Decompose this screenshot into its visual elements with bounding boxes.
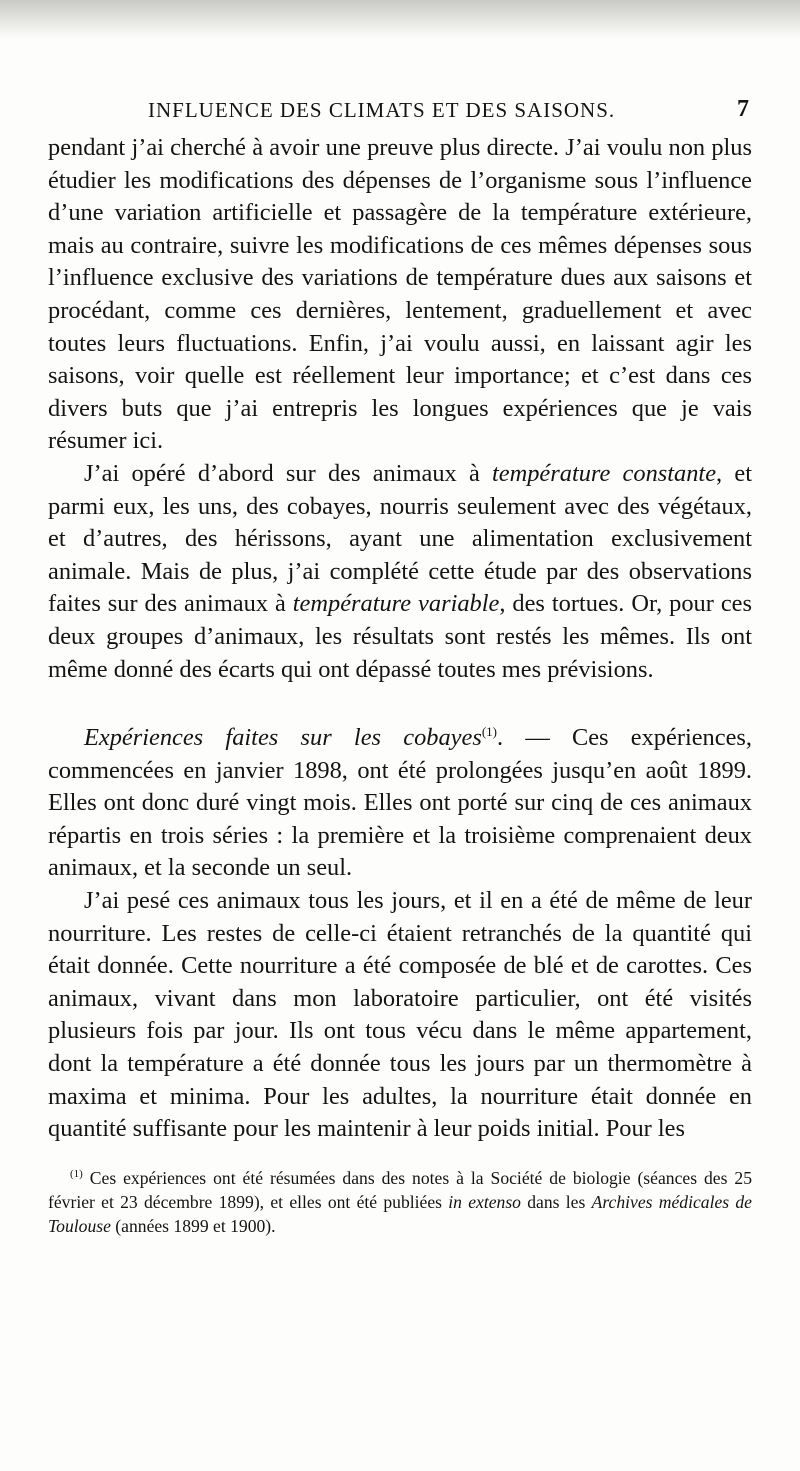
running-title: INFLUENCE DES CLIMATS ET DES SAISONS. bbox=[148, 98, 616, 122]
page-edge-shadow bbox=[0, 0, 800, 38]
section-heading: Expériences faites sur les cobayes bbox=[84, 724, 482, 752]
italic-term-constant-temperature: température constante bbox=[492, 459, 717, 487]
book-page bbox=[48, 92, 752, 1238]
italic-term-variable-temperature: température variable bbox=[292, 590, 500, 618]
page-number: 7 bbox=[737, 96, 750, 122]
running-header bbox=[48, 92, 752, 132]
paragraph-4: J’ai pesé ces animaux tous les jours, et il en a été de même de leur nourriture. Les restes de celle-ci étaient retranchés de la quantité qui était donnée. Cette nourriture a été composée de blé et de carottes. Ces animaux, vivant dans mon laboratoire particulier, ont été visités plusieurs fois par jour. Ils ont tous vécu dans le même appartement, dont la température a été donnée tous les jours par un thermomètre à maxima et minima. Pour les adultes, la nourriture était donnée en quantité suffisante pour les maintenir à leur poids initial. Pour les bbox=[48, 887, 752, 1143]
footnote: $^{(1)}$ Ces expériences ont été résumées dans des notes à la Société de biologie (séances des 25 février et 23 décembre 1899), et elles ont été publiées in extenso dans les Archives médicales de Toulouse (années 1899 et 1900). bbox=[48, 1167, 752, 1236]
footnote-marker: (1) bbox=[70, 1167, 83, 1180]
footnote-reference[interactable]: (1) bbox=[481, 724, 497, 740]
section-gap bbox=[48, 686, 752, 722]
paragraph-2: J’ai opéré d’abord sur des animaux à température constante, et parmi eux, les uns, des cobayes, nourris seulement avec des végétaux, et d’autres, des hérissons, ayant une alimentation exclusivement animale. Mais de plus, j’ai complété cette étude par des observations faites sur des animaux à température variable, des tortues. Or, pour ces deux groupes d’animaux, les résultats sont restés les mêmes. Ils ont même donné des écarts qui ont dépassé toutes mes prévisions. bbox=[48, 459, 752, 683]
journal-title: Archives médicales de Toulouse bbox=[48, 1191, 752, 1236]
paragraph-3: Expériences faites sur les cobayes$^{(1)}$. — Ces expériences, commencées en janvier 1898, ont été prolongées jusqu’en août 1899. Elles ont donc duré vingt mois. Elles ont porté sur cinq de ces animaux répartis en trois séries : la première et la troisième comprenaient deux animaux, et la seconde un seul. bbox=[48, 724, 752, 882]
paragraph-1: pendant j’ai cherché à avoir une preuve plus directe. J’ai voulu non plus étudier les modifications des dépenses de l’organisme sous l’influence d’une variation artificielle et passagère de la température extérieure, mais au contraire, suivre les modifications de ces mêmes dépenses sous l’influence exclusive des variations de température dues aux saisons et procédant, comme ces dernières, lentement, graduellement et avec toutes leurs fluctuations. Enfin, j’ai voulu aussi, en laissant agir les saisons, voir quelle est réellement leur importance; et c’est dans ces divers buts que j’ai entrepris les longues expériences que je vais résumer ici. bbox=[48, 134, 752, 455]
